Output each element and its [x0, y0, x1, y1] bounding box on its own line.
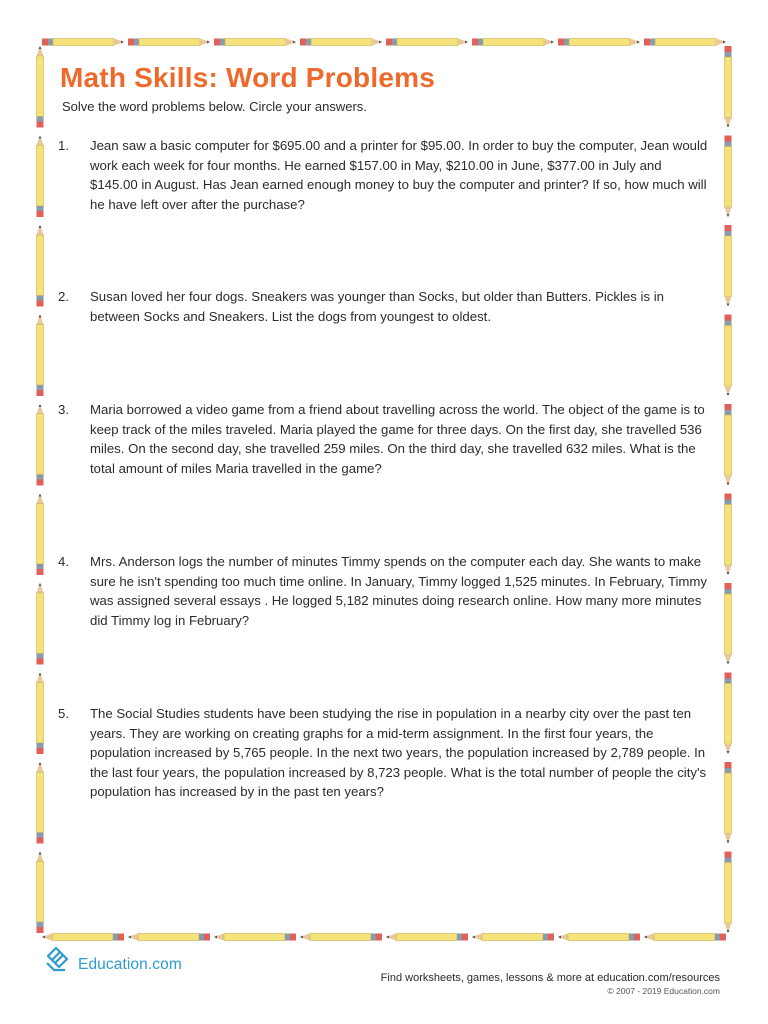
- resources-link[interactable]: Find worksheets, games, lessons & more at education.com/resources: [380, 972, 720, 984]
- pencil: [37, 46, 44, 128]
- footer-info: [381, 972, 720, 996]
- pencil: [644, 934, 726, 941]
- pencil: [644, 39, 726, 46]
- pencil: [37, 852, 44, 934]
- pencil: [37, 404, 44, 486]
- problem-number: 1.: [58, 138, 69, 153]
- problem-text: Susan loved her four dogs. Sneakers was younger than Socks, but older than Butters. Pickles is in between Socks and Sneakers. List the dogs from youngest to oldest.: [90, 289, 664, 324]
- pencil: [725, 762, 732, 844]
- pencil: [725, 852, 732, 934]
- pencil: [725, 673, 732, 755]
- pencil: [386, 39, 468, 46]
- pencil: [37, 315, 44, 397]
- pencil: [725, 583, 732, 665]
- problem-1: [58, 136, 708, 214]
- problem-text: The Social Studies students have been studying the rise in population in a nearby city over the past ten years. They are working on creating graphs for a mid-term assignment. In the first four years, the population increased by 5,765 people. In the next two years, the population increased by 2,789 people. In the last four years, the population increased by 8,723 people. What is the total number of people the city's population has increased by in the past ten years?: [90, 706, 707, 799]
- pencil: [725, 46, 732, 128]
- problem-number: 2.: [58, 289, 69, 304]
- pencil: [558, 39, 640, 46]
- pencil: [37, 583, 44, 665]
- pencil: [558, 934, 640, 941]
- pencil: [725, 225, 732, 307]
- pencil: [725, 494, 732, 576]
- pencil: [725, 315, 732, 397]
- pencil: [37, 225, 44, 307]
- education-logo-link[interactable]: [44, 940, 182, 976]
- problem-3: [58, 400, 708, 478]
- problem-number: 5.: [58, 706, 69, 721]
- pencil: [472, 934, 554, 941]
- problem-2: [58, 287, 708, 326]
- pencil: [37, 136, 44, 218]
- copyright: © 2007 - 2019 Education.com: [607, 986, 720, 996]
- problem-number: 3.: [58, 402, 69, 417]
- education-logo-icon: [44, 943, 74, 973]
- pencil: [300, 39, 382, 46]
- page-title: Math Skills: Word Problems: [60, 62, 435, 93]
- problem-text: Maria borrowed a video game from a friend about travelling across the world. The object of the game is to keep track of the miles traveled. Maria played the game for three days. On the first day, she travelled 536 miles. On the second day, she travelled 259 miles. On the third day, she travelled 632 miles. What is the total amount of miles Maria travelled in the game?: [90, 402, 705, 476]
- problem-text: Mrs. Anderson logs the number of minutes Timmy spends on the computer each day. She wants to make sure he isn't spending too much time online. In January, Timmy logged 1,525 minutes. In February, Timmy was assigned several essays . He logged 5,182 minutes doing research online. How many more minutes did Timmy log in February?: [90, 554, 708, 628]
- pencil: [214, 934, 296, 941]
- pencil: [725, 136, 732, 218]
- pencil: [386, 934, 468, 941]
- pencil: [725, 404, 732, 486]
- pencil: [472, 39, 554, 46]
- pencil: [37, 762, 44, 844]
- pencil: [214, 39, 296, 46]
- problem-4: [58, 552, 708, 630]
- instructions: Solve the word problems below. Circle your answers.: [62, 99, 367, 114]
- pencil: [37, 494, 44, 576]
- pencil: [300, 934, 382, 941]
- pencil: [37, 673, 44, 755]
- pencil: [128, 39, 210, 46]
- pencil: [42, 39, 124, 46]
- problem-5: [58, 704, 708, 802]
- problem-text: Jean saw a basic computer for $695.00 and a printer for $95.00. In order to buy the computer, Jean would work each week for four months. He earned $157.00 in May, $210.00 in June, $377.00 in July and $145.00 in August. Has Jean earned enough money to buy the computer and printer? If so, how much will he have left over after the purchase?: [90, 138, 708, 212]
- brand-name: Education.com: [78, 956, 182, 973]
- problem-number: 4.: [58, 554, 69, 569]
